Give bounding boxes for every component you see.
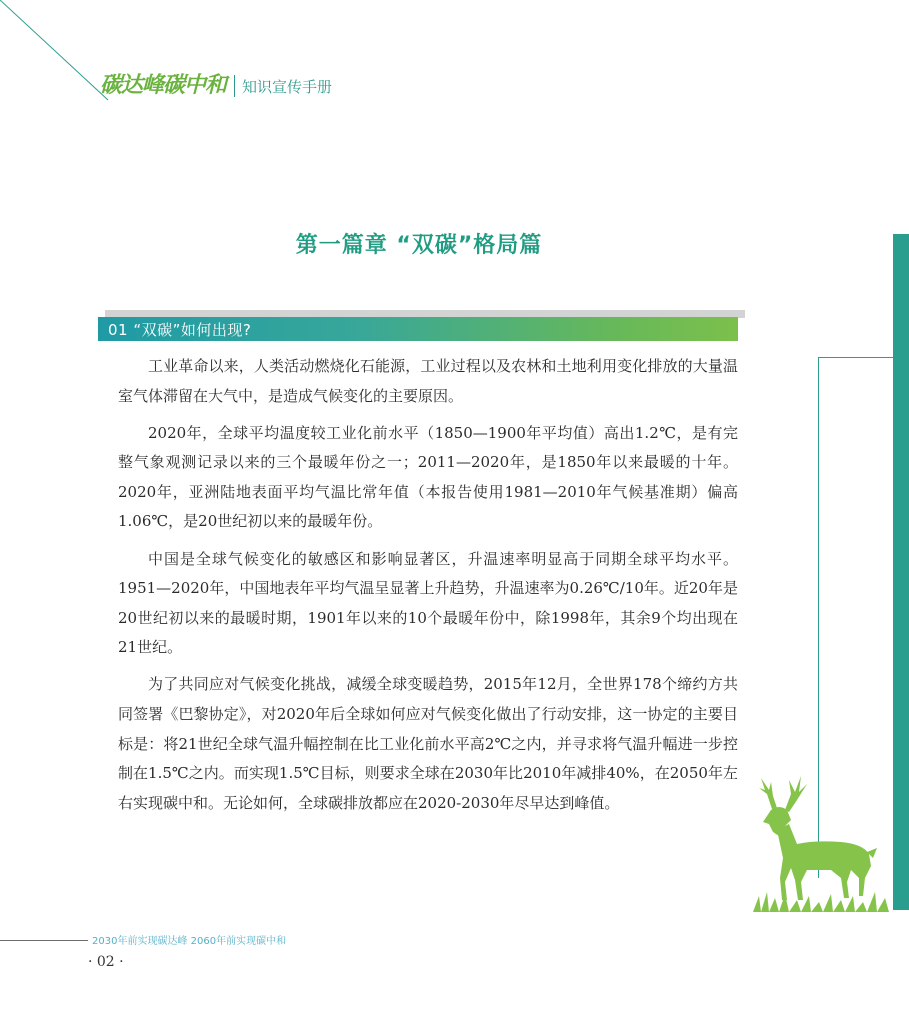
footer-rule (0, 940, 88, 941)
handbook-title: 知识宣传手册 (242, 77, 333, 96)
paragraph-3: 中国是全球气候变化的敏感区和影响显著区，升温速率明显高于同期全球平均水平。1951—2020年，中国地表年平均气温呈显著上升趋势，升温速率为0.26℃/10年。近20年是20世纪初以来的最暖时期，1901年以来的10个最暖年份中，除1998年，其余9个均出现在21世纪。 (118, 549, 738, 657)
chapter-title: 第一篇章 “双碳”格局篇 (295, 233, 543, 258)
section-title: 01 “双碳”如何出现? (108, 320, 252, 339)
section-header-bar (98, 317, 738, 341)
right-edge-bar (893, 234, 909, 910)
carbon-logo: 碳达峰碳中和 (100, 73, 227, 98)
paragraph-1: 工业革命以来，人类活动燃烧化石能源，工业过程以及农林和土地利用变化排放的大量温室气体滞留在大气中，是造成气候变化的主要原因。 (118, 357, 738, 405)
header-logo (100, 66, 332, 106)
paragraph-2: 2020年，全球平均温度较工业化前水平（1850—1900年平均值）高出1.2℃，是有完整气象观测记录以来的三个最暖年份之一；2011—2020年，是1850年以来最暖的十年。2020年，亚洲陆地表面平均气温比常年值（本报告使用1981—2010年气候基准期）偏高1.06℃，是20世纪初以来的最暖年份。 (118, 423, 738, 531)
paragraph-4: 为了共同应对气候变化挑战，减缓全球变暖趋势，2015年12月，全世界178个缔约方共同签署《巴黎协定》，对2020年后全球如何应对气候变化做出了行动安排，这一协定的主要目标是：将21世纪全球气温升幅控制在比工业化前水平高2℃之内，并寻求将气温升幅进一步控制在1.5℃之内。而实现1.5℃目标，则要求全球在2030年比2010年减排40%，在2050年左右实现碳中和。无论如何，全球碳排放都应在2020-2030年尽早达到峰值。 (118, 675, 738, 812)
deer-illustration (745, 770, 895, 912)
logo-separator (234, 75, 235, 97)
page-number: · 02 · (88, 954, 124, 970)
footer-slogan: 2030年前实现碳达峰 2060年前实现碳中和 (92, 936, 287, 947)
article-body (118, 352, 738, 826)
